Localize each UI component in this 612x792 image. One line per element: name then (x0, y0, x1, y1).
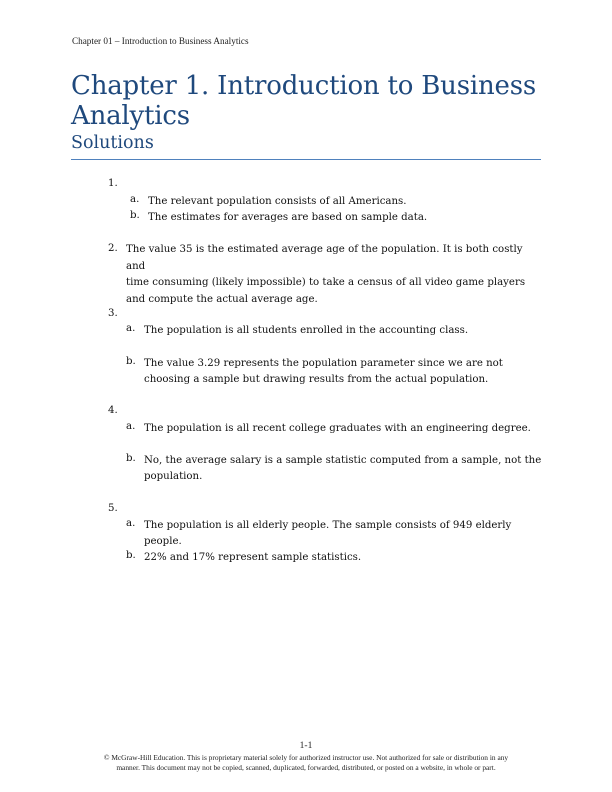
part-label: b. (126, 550, 136, 561)
text-line: people. (144, 536, 182, 548)
title-block (71, 72, 541, 154)
question-number: 1. (108, 178, 118, 189)
part-label: a. (126, 421, 136, 432)
part-label: b. (130, 210, 140, 221)
text-line: The population is all elderly people. The sample consists of 949 elderly (144, 520, 512, 531)
part-text (144, 550, 544, 566)
part-label: b. (126, 453, 136, 464)
part-label: a. (126, 323, 136, 334)
copyright-line-1: © McGraw-Hill Education. This is proprietary material solely for authorized instructor use. Not authorized for sale or distribution in any (103, 753, 509, 762)
text-line: population. (144, 471, 203, 483)
copyright-line-2: manner. This document may not be copied, scanned, duplicated, forwarded, distributed, or posted on a website, in whole or part. (116, 762, 496, 772)
page-title-line-2: Analytics (71, 100, 190, 131)
text-line: The population is all recent college graduates with an engineering degree. (144, 423, 531, 434)
question-number: 2. (108, 243, 118, 254)
text-line: time consuming (likely impossible) to take a census of all video game players (126, 277, 526, 289)
question-number: 3. (108, 308, 118, 319)
question-2-text (126, 242, 538, 308)
part-text (144, 453, 544, 486)
text-line: 22% and 17% represent sample statistics. (144, 552, 362, 563)
part-text (144, 421, 544, 437)
part-text (144, 323, 544, 339)
text-line: choosing a sample but drawing results from the actual population. (144, 374, 489, 386)
text-line: The value 3.29 represents the population parameter since we are not (144, 358, 503, 369)
page-subtitle: Solutions (71, 133, 154, 153)
part-text: The estimates for averages are based on sample data. (148, 212, 428, 223)
question-number: 5. (108, 503, 118, 514)
question-number: 4. (108, 405, 118, 416)
text-line: The population is all students enrolled in the accounting class. (144, 325, 469, 336)
text-line: and compute the actual average age. (126, 293, 318, 305)
part-label: b. (126, 356, 136, 367)
part-text (144, 518, 544, 551)
part-label: a. (130, 194, 140, 205)
text-line: No, the average salary is a sample statistic computed from a sample, not the (144, 455, 542, 466)
part-text: The relevant population consists of all Americans. (148, 196, 407, 207)
part-text (144, 356, 544, 389)
copyright-notice (80, 753, 532, 772)
part-label: a. (126, 518, 136, 529)
text-line: The value 35 is the estimated average age of the population. It is both costly and (126, 244, 523, 272)
page-number: 1-1 (299, 741, 313, 751)
title-divider (71, 159, 541, 160)
page-title (71, 72, 541, 131)
running-header: Chapter 01 – Introduction to Business Analytics (72, 36, 249, 46)
page-title-line-1: Chapter 1. Introduction to Business (71, 71, 536, 101)
